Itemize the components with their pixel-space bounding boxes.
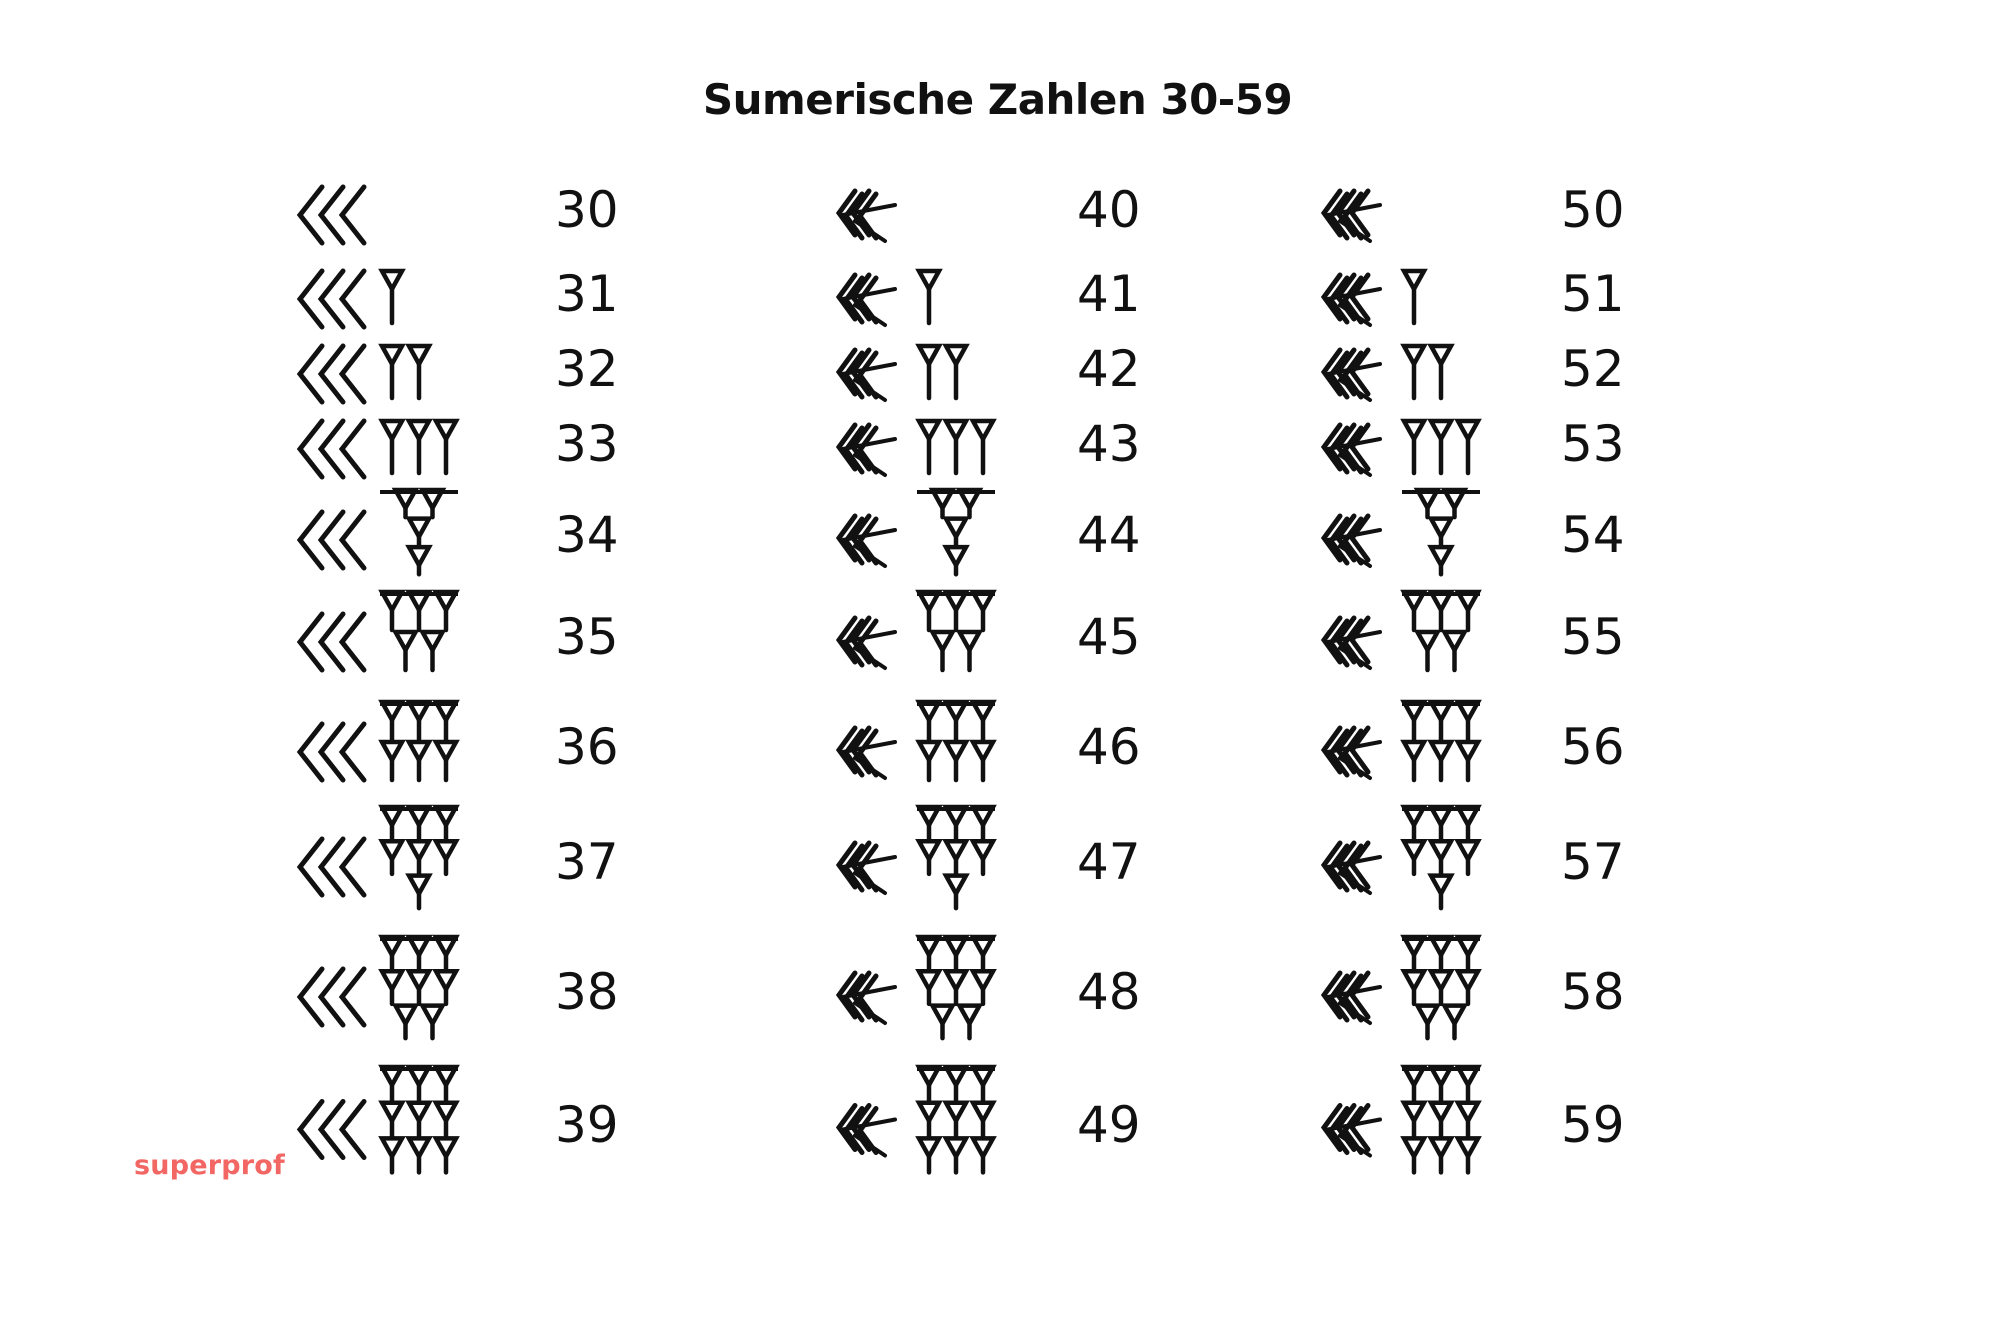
ten-wedge-mark [342,421,364,477]
unit-wedge-mark [409,937,429,970]
arabic-number-label: 54 [1561,506,1625,564]
arabic-number-label: 31 [555,265,619,323]
unit-wedge-mark [1458,1103,1478,1137]
unit-wedge-mark [382,271,402,323]
unit-wedge-mark [396,632,416,670]
unit-wedge-mark [409,876,429,909]
cuneiform-numeral-41 [833,262,1053,342]
arabic-number-label: 41 [1077,265,1141,323]
column-thirties [300,0,900,1332]
unit-wedge-mark [1418,632,1438,670]
numeral-row-35 [300,590,900,690]
unit-wedge-mark [1458,421,1478,473]
ten-wedge-mark [342,839,364,895]
arabic-number-label: 52 [1561,340,1625,398]
numeral-row-31 [300,262,900,332]
arabic-number-label: 37 [555,833,619,891]
unit-wedge-mark [1431,742,1451,780]
unit-wedge-mark [1404,702,1424,740]
unit-wedge-mark [409,346,429,398]
unit-wedge-mark [396,1006,416,1039]
arabic-number-label: 50 [1561,181,1625,239]
unit-wedge-mark [409,1103,429,1137]
unit-wedge-mark [946,971,966,1004]
unit-wedge-mark [1404,841,1424,874]
unit-wedge-mark [409,1138,429,1172]
unit-wedge-mark [946,841,966,874]
unit-wedge-mark [973,971,993,1004]
unit-wedge-mark [1458,807,1478,840]
superprof-logo: superprof [134,1150,285,1181]
cuneiform-numeral-51 [1318,262,1538,342]
unit-wedge-mark [973,1103,993,1137]
unit-wedge-mark [382,592,402,630]
cuneiform-numeral-48 [833,935,1053,1065]
cuneiform-numeral-33 [300,412,520,492]
unit-wedge-mark [919,1067,939,1101]
unit-wedge-mark [1431,841,1451,874]
unit-wedge-mark [1404,421,1424,473]
unit-wedge-mark [1404,592,1424,630]
unit-wedge-mark [919,841,939,874]
cuneiform-numeral-56 [1318,700,1538,810]
arabic-number-label: 36 [555,718,619,776]
arabic-number-label: 39 [555,1095,619,1154]
unit-wedge-mark [436,1103,456,1137]
arabic-number-label: 46 [1077,718,1141,776]
unit-wedge-mark [409,421,429,473]
unit-wedge-mark [1431,1138,1451,1172]
unit-wedge-mark [946,346,966,398]
cuneiform-numeral-46 [833,700,1053,810]
arabic-number-label: 43 [1077,415,1141,473]
unit-wedge-mark [1458,937,1478,970]
unit-wedge-mark [919,742,939,780]
unit-wedge-mark [946,876,966,909]
unit-wedge-mark [1404,742,1424,780]
cuneiform-numeral-39 [300,1065,520,1200]
cuneiform-numeral-45 [833,590,1053,700]
unit-wedge-mark [409,742,429,780]
ten-wedge-mark [342,1102,364,1158]
unit-wedge-mark [409,971,429,1004]
ten-wedge-mark [342,187,364,243]
ten-wedge-mark [342,346,364,402]
unit-wedge-mark [382,346,402,398]
unit-wedge-mark [436,937,456,970]
arabic-number-label: 30 [555,181,619,239]
unit-wedge-mark [1431,421,1451,473]
cuneiform-numeral-55 [1318,590,1538,700]
unit-wedge-mark [919,937,939,970]
unit-wedge-mark [973,1138,993,1172]
unit-wedge-mark [1431,876,1451,909]
column-fifties [1318,0,1918,1332]
unit-wedge-mark [1404,1067,1424,1101]
unit-wedge-mark [382,807,402,840]
arabic-number-label: 33 [555,415,619,473]
cuneiform-numeral-54 [1318,488,1538,598]
unit-wedge-mark [423,1006,443,1039]
unit-wedge-mark [436,1138,456,1172]
ten-wedge-mark [342,614,364,670]
unit-wedge-mark [1445,1006,1465,1039]
unit-wedge-mark [1431,592,1451,630]
numeral-row-52 [1318,337,1918,407]
cuneiform-numeral-53 [1318,412,1538,492]
unit-wedge-mark [382,1138,402,1172]
cuneiform-numeral-40 [833,178,1053,258]
unit-wedge-mark [436,841,456,874]
unit-wedge-mark [1458,841,1478,874]
unit-wedge-mark [1404,1138,1424,1172]
cuneiform-numeral-35 [300,590,520,700]
unit-wedge-mark [919,346,939,398]
unit-wedge-mark [919,971,939,1004]
unit-wedge-mark [409,592,429,630]
unit-wedge-mark [382,1103,402,1137]
arabic-number-label: 58 [1561,963,1625,1021]
cuneiform-numeral-49 [833,1065,1053,1200]
ten-wedge-mark [342,271,364,327]
unit-wedge-mark [1445,490,1465,517]
unit-wedge-mark [1458,971,1478,1004]
cuneiform-numeral-52 [1318,337,1538,417]
unit-wedge-mark [409,702,429,740]
unit-wedge-mark [436,1067,456,1101]
unit-wedge-mark [946,1103,966,1137]
cuneiform-numeral-47 [833,805,1053,935]
unit-wedge-mark [973,421,993,473]
numeral-row-38 [300,935,900,1055]
unit-wedge-mark [1431,702,1451,740]
cuneiform-numeral-30 [300,178,520,258]
cuneiform-numeral-42 [833,337,1053,417]
unit-wedge-mark [946,702,966,740]
unit-wedge-mark [919,271,939,323]
unit-wedge-mark [409,841,429,874]
unit-wedge-mark [973,841,993,874]
numeral-row-50 [1318,178,1918,248]
numeral-row-59 [1318,1065,1918,1190]
arabic-number-label: 44 [1077,506,1141,564]
arabic-number-label: 55 [1561,608,1625,666]
unit-wedge-mark [960,1006,980,1039]
unit-wedge-mark [436,702,456,740]
unit-wedge-mark [946,937,966,970]
cuneiform-numeral-38 [300,935,520,1065]
unit-wedge-mark [919,592,939,630]
arabic-number-label: 47 [1077,833,1141,891]
unit-wedge-mark [973,742,993,780]
numeral-row-37 [300,805,900,925]
unit-wedge-mark [933,1006,953,1039]
unit-wedge-mark [960,490,980,517]
unit-wedge-mark [436,807,456,840]
arabic-number-label: 40 [1077,181,1141,239]
unit-wedge-mark [382,971,402,1004]
unit-wedge-mark [382,702,402,740]
arabic-number-label: 59 [1561,1095,1625,1154]
unit-wedge-mark [409,807,429,840]
unit-wedge-mark [919,421,939,473]
unit-wedge-mark [919,807,939,840]
ten-wedge-mark [342,512,364,568]
unit-wedge-mark [960,632,980,670]
cuneiform-numeral-31 [300,262,520,342]
unit-wedge-mark [1458,1067,1478,1101]
cuneiform-numeral-36 [300,700,520,810]
numeral-row-51 [1318,262,1918,332]
unit-wedge-mark [1404,937,1424,970]
cuneiform-numeral-34 [300,488,520,598]
unit-wedge-mark [382,742,402,780]
unit-wedge-mark [1404,346,1424,398]
unit-wedge-mark [919,702,939,740]
cuneiform-numeral-57 [1318,805,1538,935]
unit-wedge-mark [973,702,993,740]
unit-wedge-mark [396,490,416,517]
arabic-number-label: 49 [1077,1095,1141,1154]
unit-wedge-mark [1431,937,1451,970]
unit-wedge-mark [1445,632,1465,670]
cuneiform-numeral-59 [1318,1065,1538,1200]
arabic-number-label: 51 [1561,265,1625,323]
unit-wedge-mark [1404,971,1424,1004]
unit-wedge-mark [946,519,966,546]
arabic-number-label: 32 [555,340,619,398]
arabic-number-label: 48 [1077,963,1141,1021]
unit-wedge-mark [382,937,402,970]
numeral-row-55 [1318,590,1918,690]
unit-wedge-mark [423,490,443,517]
cuneiform-numeral-32 [300,337,520,417]
unit-wedge-mark [946,1067,966,1101]
unit-wedge-mark [1458,1138,1478,1172]
cuneiform-numeral-58 [1318,935,1538,1065]
unit-wedge-mark [973,937,993,970]
unit-wedge-mark [1431,519,1451,546]
unit-wedge-mark [946,547,966,574]
numeral-row-32 [300,337,900,407]
ten-wedge-mark [342,969,364,1025]
unit-wedge-mark [946,421,966,473]
unit-wedge-mark [1431,547,1451,574]
arabic-number-label: 34 [555,506,619,564]
unit-wedge-mark [423,632,443,670]
arabic-number-label: 45 [1077,608,1141,666]
cuneiform-numeral-50 [1318,178,1538,258]
unit-wedge-mark [1404,807,1424,840]
arabic-number-label: 42 [1077,340,1141,398]
arabic-number-label: 57 [1561,833,1625,891]
cuneiform-numeral-37 [300,805,520,935]
unit-wedge-mark [973,592,993,630]
numeral-row-53 [1318,412,1918,482]
unit-wedge-mark [409,547,429,574]
cuneiform-numeral-44 [833,488,1053,598]
unit-wedge-mark [1431,971,1451,1004]
unit-wedge-mark [946,1138,966,1172]
unit-wedge-mark [946,807,966,840]
unit-wedge-mark [436,742,456,780]
numeral-row-33 [300,412,900,482]
numeral-row-56 [1318,700,1918,800]
numeral-row-36 [300,700,900,800]
unit-wedge-mark [946,742,966,780]
unit-wedge-mark [409,1067,429,1101]
unit-wedge-mark [1458,592,1478,630]
unit-wedge-mark [436,971,456,1004]
numeral-row-30 [300,178,900,248]
unit-wedge-mark [436,421,456,473]
unit-wedge-mark [933,490,953,517]
arabic-number-label: 53 [1561,415,1625,473]
numeral-row-34 [300,488,900,588]
arabic-number-label: 35 [555,608,619,666]
numeral-row-58 [1318,935,1918,1055]
unit-wedge-mark [1458,702,1478,740]
unit-wedge-mark [1418,490,1438,517]
unit-wedge-mark [1458,742,1478,780]
unit-wedge-mark [382,1067,402,1101]
arabic-number-label: 38 [555,963,619,1021]
unit-wedge-mark [919,1138,939,1172]
unit-wedge-mark [1404,1103,1424,1137]
ten-wedge-mark [342,724,364,780]
unit-wedge-mark [946,592,966,630]
unit-wedge-mark [382,421,402,473]
arabic-number-label: 56 [1561,718,1625,776]
unit-wedge-mark [1431,346,1451,398]
unit-wedge-mark [1431,1067,1451,1101]
page-title: Sumerische Zahlen 30-59 [702,75,1293,124]
unit-wedge-mark [1431,1103,1451,1137]
unit-wedge-mark [436,592,456,630]
numeral-row-57 [1318,805,1918,925]
unit-wedge-mark [1404,271,1424,323]
unit-wedge-mark [973,1067,993,1101]
cuneiform-numeral-43 [833,412,1053,492]
numeral-row-39 [300,1065,900,1190]
unit-wedge-mark [382,841,402,874]
unit-wedge-mark [1431,807,1451,840]
unit-wedge-mark [933,632,953,670]
unit-wedge-mark [919,1103,939,1137]
unit-wedge-mark [973,807,993,840]
unit-wedge-mark [409,519,429,546]
unit-wedge-mark [1418,1006,1438,1039]
numeral-row-54 [1318,488,1918,588]
